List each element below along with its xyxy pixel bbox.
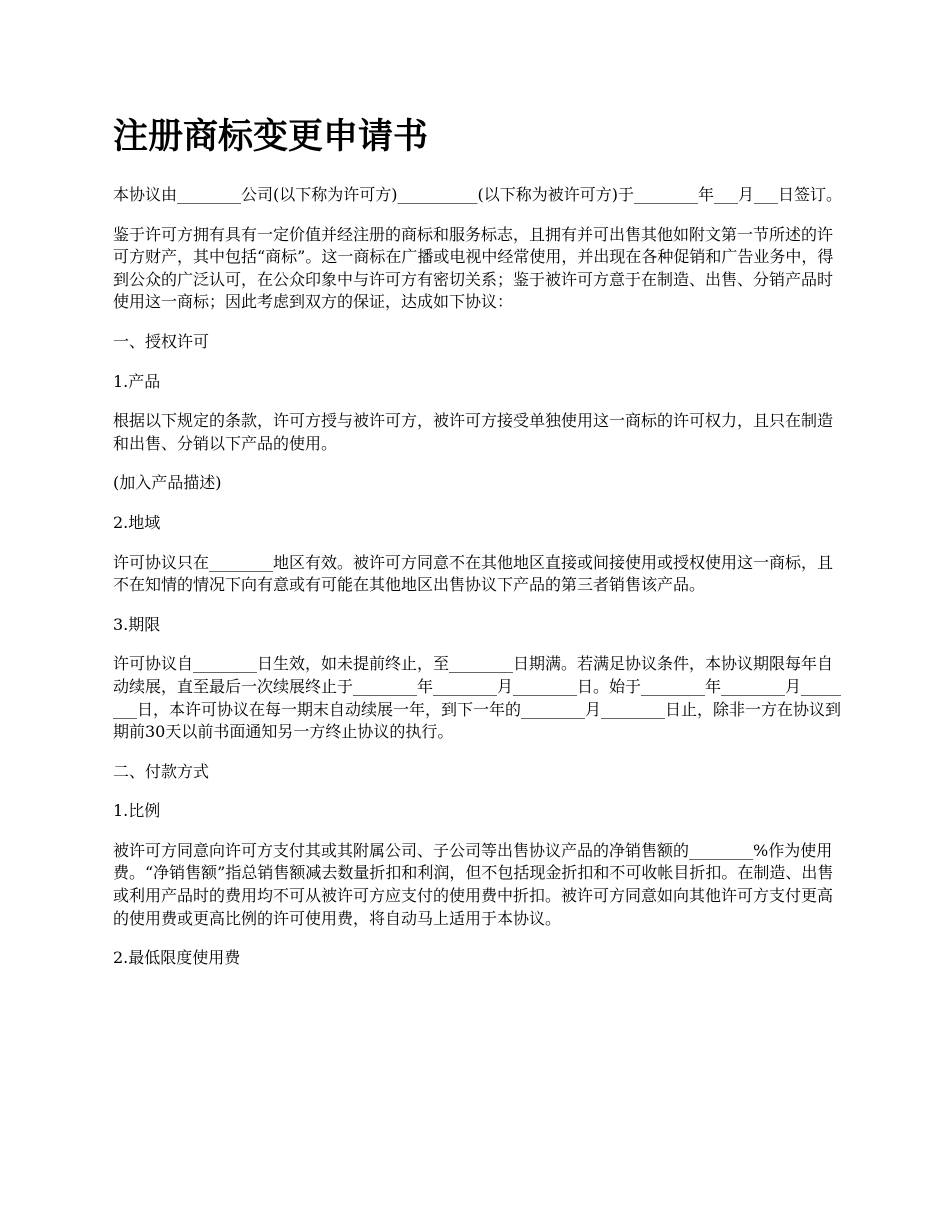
preamble-paragraph: 鉴于许可方拥有具有一定价值并经注册的商标和服务标志，且拥有并可出售其他如附文第一节所述的许可方财产，其中包括“商标”。这一商标在广播或电视中经常使用，并出现在各种促销和广告业务中，得到公众的广泛认可，在公众印象中与许可方有密切关系；鉴于被许可方意于在制造、出售、分销产品时使用这一商标；因此考虑到双方的保证，达成如下协议： [113,224,834,312]
ratio-paragraph: 被许可方同意向许可方支付其或其附属公司、子公司等出售协议产品的净销售额的________%作为使用费。“净销售额”指总销售额减去数量折扣和利润，但不包括现金折扣和不可收帐目折扣。在制造、出售或利用产品时的费用均不可从被许可方应支付的使用费中折扣。被许可方同意如向其他许可方支付更高的使用费或更高比例的许可使用费，将自动马上适用于本协议。 [113,840,834,928]
subheading-territory: 2.地域 [113,512,161,532]
territory-paragraph: 许可协议只在________地区有效。被许可方同意不在其他地区直接或间接使用或授权使用这一商标，且不在知情的情况下向有意或有可能在其他地区出售协议下产品的第三者销售该产品。 [113,552,834,595]
document-page [113,112,843,987]
subheading-minimum-royalty: 2.最低限度使用费 [113,948,241,968]
subheading-product: 1.产品 [113,371,161,391]
section-heading-license: 一、授权许可 [113,331,210,351]
product-note: (加入产品描述) [113,473,222,493]
intro-paragraph: 本协议由________公司(以下称为许可方)__________(以下称为被许可方)于________年___月___日签订。 [113,185,842,204]
document-title: 注册商标变更申请书 [113,116,429,157]
subheading-ratio: 1.比例 [113,801,161,821]
section-heading-payment: 二、付款方式 [113,761,210,781]
term-paragraph: 许可协议自________日生效，如未提前终止，至________日期满。若满足协议条件，本协议期限每年自动续展，直至最后一次续展终止于________年________月________日。始于________年________月________日，本许可协议在每一期末自动续展一年，到下一年的________月________日止，除非一方在协议到期前30天以前书面通知另一方终止协议的执行。 [113,654,842,742]
subheading-term: 3.期限 [113,614,161,634]
product-paragraph: 根据以下规定的条款，许可方授与被许可方，被许可方接受单独使用这一商标的许可权力，且只在制造和出售、分销以下产品的使用。 [113,411,834,453]
